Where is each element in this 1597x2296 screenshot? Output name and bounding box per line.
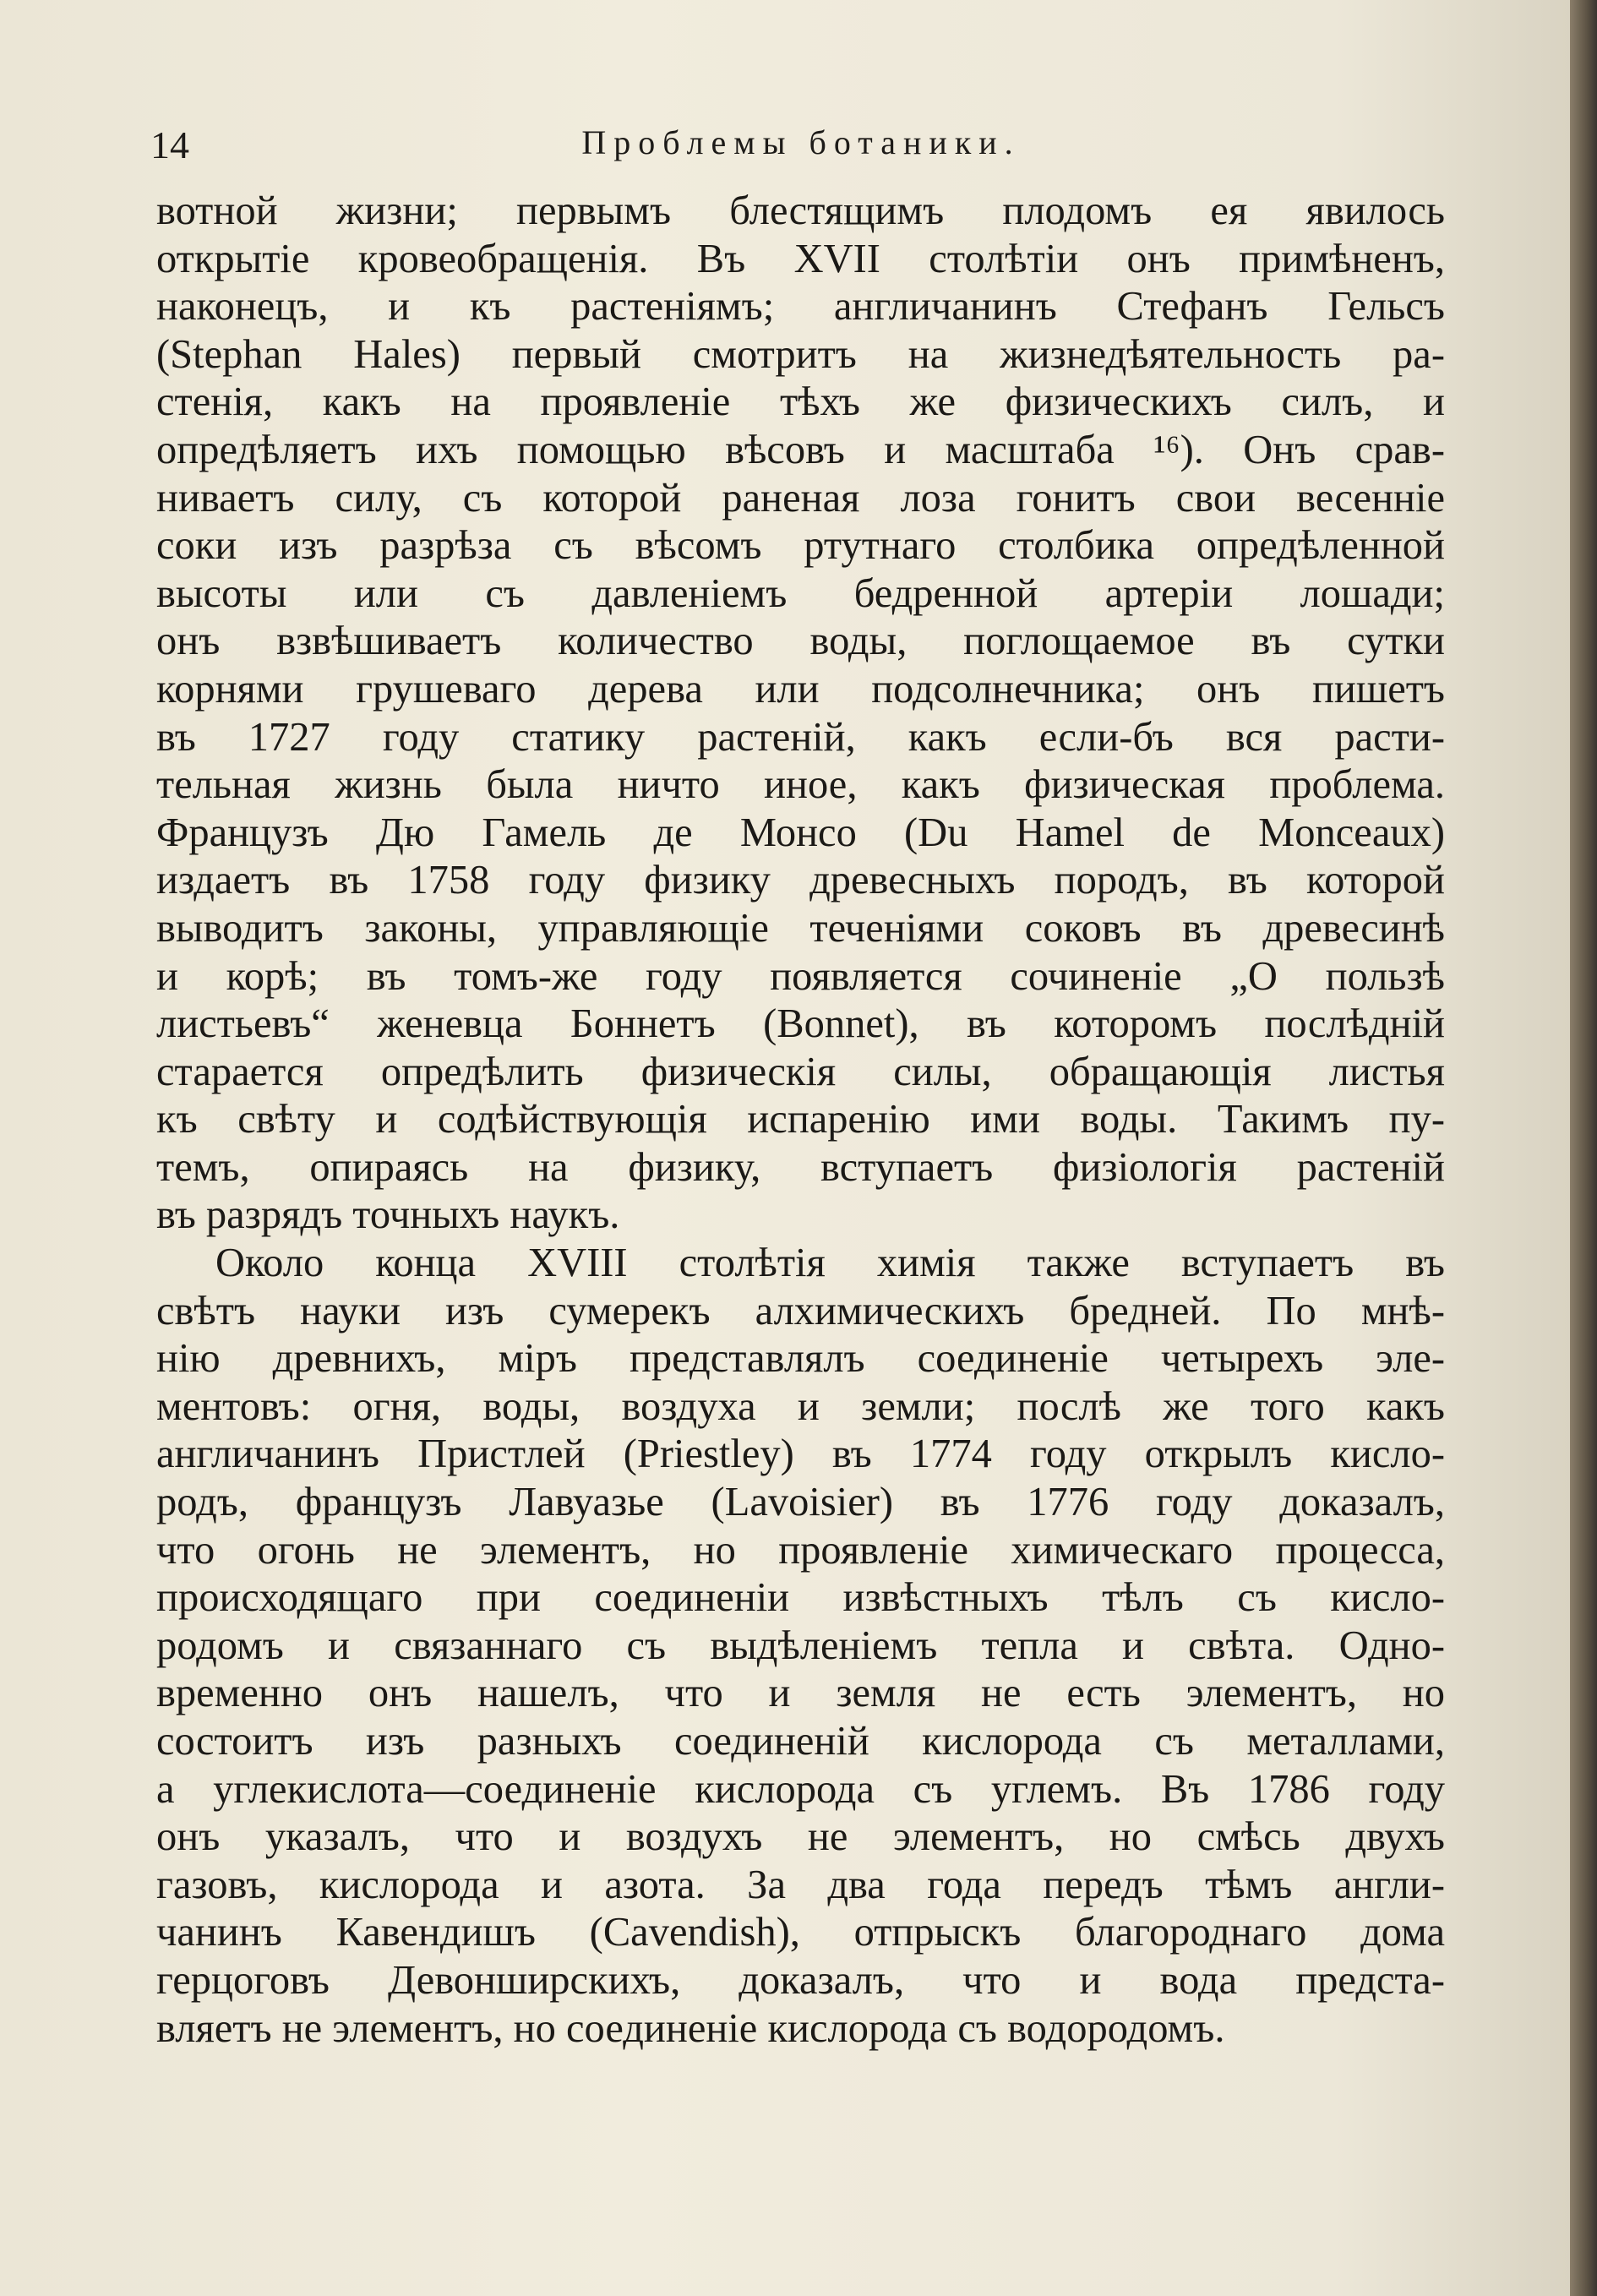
text-line: вотной жизни; первымъ блестящимъ плодомъ ея явилось: [156, 188, 1445, 233]
text-line: издаетъ въ 1758 году физику древесныхъ породъ, въ которой: [156, 858, 1445, 903]
text-line: наконецъ, и къ растеніямъ; англичанинъ Стефанъ Гельсъ: [156, 284, 1445, 330]
text-line: ниваетъ силу, съ которой раненая лоза гонитъ свои весенніе: [156, 475, 1445, 521]
text-line: состоитъ изъ разныхъ соединеній кислорода съ металлами,: [156, 1719, 1445, 1764]
text-line: временно онъ нашелъ, что и земля не есть элементъ, но: [156, 1671, 1445, 1716]
text-line: герцоговъ Девонширскихъ, доказалъ, что и вода предста-: [156, 1957, 1445, 2003]
text-line: старается опредѣлить физическія силы, обращающія листья: [156, 1049, 1445, 1094]
text-line: нію древнихъ, міръ представлялъ соединеніе четырехъ эле-: [156, 1336, 1445, 1382]
running-title: Проблемы ботаники.: [581, 123, 1021, 161]
text-line: родъ, французъ Лавуазье (Lavoisier) въ 1776 году доказалъ,: [156, 1480, 1445, 1525]
paragraph: [156, 188, 1445, 1240]
text-line: въ 1727 году статику растеній, какъ если-бъ вся расти-: [156, 714, 1445, 760]
text-line: высоты или съ давленіемъ бедренной артеріи лошади;: [156, 570, 1445, 616]
text-line: свѣтъ науки изъ сумерекъ алхимическихъ бредней. По мнѣ-: [156, 1288, 1445, 1333]
text-line: онъ указалъ, что и воздухъ не элементъ, но смѣсь двухъ: [156, 1814, 1445, 1860]
text-line: чанинъ Кавендишъ (Cavendish), отпрыскъ благороднаго дома: [156, 1910, 1445, 1955]
text-line: стенія, какъ на проявленіе тѣхъ же физическихъ силъ, и: [156, 379, 1445, 425]
page-header: [150, 123, 1452, 182]
paragraph: [156, 1240, 1445, 2053]
page-number: 14: [150, 123, 189, 166]
text-line: ментовъ: огня, воды, воздуха и земли; послѣ же того какъ: [156, 1383, 1445, 1429]
text-line: англичанинъ Пристлей (Priestley) въ 1774 году открылъ кисло-: [156, 1432, 1445, 1477]
text-line: листьевъ“ женевца Боннетъ (Bonnet), въ которомъ послѣдній: [156, 1001, 1445, 1047]
text-line: выводитъ законы, управляющіе теченіями соковъ въ древесинѣ: [156, 905, 1445, 951]
text-line: соки изъ разрѣза съ вѣсомъ ртутнаго столбика опредѣленной: [156, 523, 1445, 569]
text-line: происходящаго при соединеніи извѣстныхъ тѣлъ съ кисло-: [156, 1575, 1445, 1621]
text-line: Французъ Дю Гамель де Монсо (Du Hamel de Monceaux): [156, 810, 1445, 855]
text-line: тельная жизнь была ничто иное, какъ физическая проблема.: [156, 762, 1445, 808]
text-line: а углекислота—соединеніе кислорода съ углемъ. Въ 1786 году: [156, 1766, 1445, 1812]
text-line: открытіе кровеобращенія. Въ XVII столѣтіи онъ примѣненъ,: [156, 236, 1445, 281]
text-line: темъ, опираясь на физику, вступаетъ физіологія растеній: [156, 1144, 1445, 1190]
body-text: [156, 188, 1445, 2053]
text-line: вляетъ не элементъ, но соединеніе кислорода съ водородомъ.: [156, 2005, 1225, 2051]
text-line: онъ взвѣшиваетъ количество воды, поглощаемое въ сутки: [156, 619, 1445, 664]
text-line: къ свѣту и содѣйствующія испаренію ими воды. Такимъ пу-: [156, 1097, 1445, 1143]
page-edge: [1570, 0, 1597, 2296]
text-line: (Stephan Hales) первый смотритъ на жизнедѣятельность ра-: [156, 331, 1445, 377]
text-line: опредѣляетъ ихъ помощью вѣсовъ и масштаба ¹⁶). Онъ срав-: [156, 427, 1445, 472]
text-line: родомъ и связаннаго съ выдѣленіемъ тепла и свѣта. Одно-: [156, 1622, 1445, 1668]
text-line: въ разрядъ точныхъ наукъ.: [156, 1192, 620, 1238]
text-line: и корѣ; въ томъ-же году появляется сочиненіе „О пользѣ: [156, 953, 1445, 999]
text-line: что огонь не элементъ, но проявленіе химическаго процесса,: [156, 1527, 1445, 1573]
text-line: корнями грушеваго дерева или подсолнечника; онъ пишетъ: [156, 666, 1445, 712]
text-line: Около конца XVIII столѣтія химія также вступаетъ въ: [215, 1241, 1445, 1286]
text-line: газовъ, кислорода и азота. За два года передъ тѣмъ англи-: [156, 1862, 1445, 1907]
